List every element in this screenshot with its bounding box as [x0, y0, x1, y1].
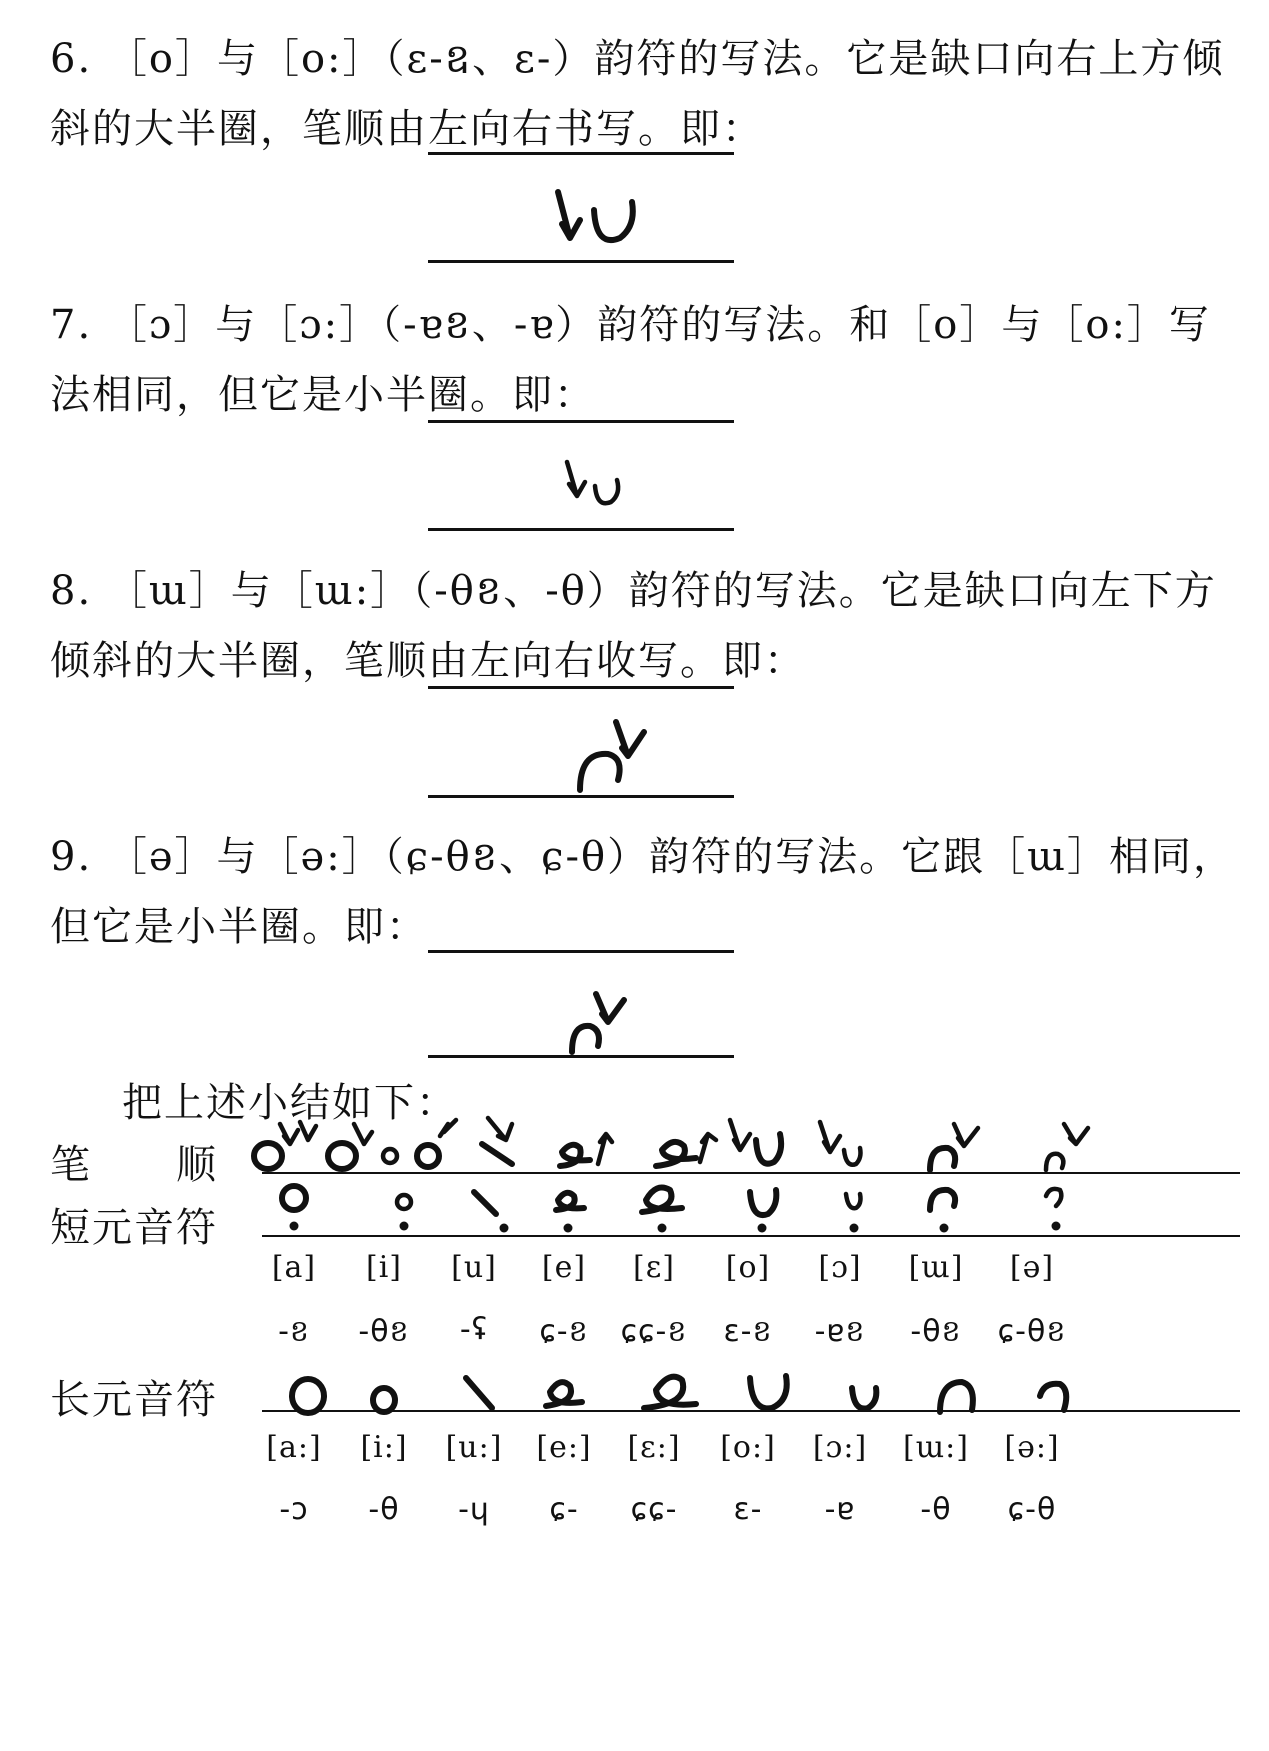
- long-vowel-symbol-row: [250, 1360, 1240, 1420]
- stroke-order-row: [250, 1100, 1240, 1180]
- long-ipa-i: [i:]: [360, 1430, 408, 1465]
- short-vowel-o: [750, 1190, 776, 1233]
- long-ipa-schwa: [ə:]: [1004, 1430, 1060, 1465]
- row-label-short-vowel: 短元音符: [50, 1205, 218, 1251]
- long-vowel-i: [373, 1388, 395, 1412]
- long-ipa-o: [o:]: [720, 1430, 776, 1465]
- long-script-o: ɛ-: [733, 1492, 763, 1527]
- short-script-unrounded-u: -θខ: [910, 1314, 962, 1349]
- long-ipa-unrounded-u: [ɯ:]: [903, 1430, 969, 1465]
- long-script-open-o: -ɐ: [824, 1492, 856, 1527]
- long-script-e: ɕ-: [549, 1492, 579, 1527]
- long-vowel-e: [546, 1382, 582, 1406]
- short-ipa-unrounded-u: [ɯ]: [908, 1250, 964, 1285]
- long-vowel-unrounded-u: [940, 1382, 973, 1412]
- short-ipa-e: [e]: [541, 1250, 587, 1285]
- long-vowel-u: [466, 1378, 492, 1408]
- short-script-o: ɛ-ខ: [723, 1314, 773, 1349]
- short-ipa-schwa: [ə]: [1009, 1250, 1055, 1285]
- stroke-order-e-close: [560, 1134, 612, 1166]
- long-script-schwa: ɕ-θ: [1007, 1492, 1057, 1527]
- paragraph-8: 8. ［ɯ］与［ɯ:］（-θខ、-θ）韵符的写法。它是缺口向左下方倾斜的大半圈，笔顺由左向右收写。即：: [50, 568, 1217, 684]
- example-glyph-o: [540, 180, 650, 260]
- long-vowel-epsilon: [644, 1377, 696, 1408]
- long-vowel-open-o: [852, 1388, 876, 1409]
- short-script-i: -θខ: [358, 1314, 410, 1349]
- long-ipa-a: [a:]: [266, 1430, 322, 1465]
- example-line-top: [428, 420, 734, 423]
- long-ipa-epsilon: [ɛ:]: [627, 1430, 681, 1465]
- short-ipa-open-o: [ɔ]: [818, 1250, 862, 1285]
- long-script-a: -ɔ: [279, 1492, 309, 1527]
- short-vowel-schwa: [1046, 1189, 1061, 1231]
- paragraph-7: 7. ［ɔ］与［ɔ:］（-ɐខ、-ɐ）韵符的写法。和［o］与［o:］写法相同，但它是小半圈。即：: [50, 302, 1211, 418]
- long-ipa-u: [u:]: [445, 1430, 503, 1465]
- short-script-epsilon: ɕɕ-ខ: [620, 1314, 688, 1349]
- short-script-open-o: -ɐខ: [814, 1314, 866, 1349]
- long-script-epsilon: ɕɕ-: [630, 1492, 678, 1527]
- long-script-unrounded-u: -θ: [920, 1492, 952, 1527]
- long-vowel-o: [750, 1376, 787, 1408]
- short-ipa-i: [i]: [365, 1250, 402, 1285]
- example-line-bottom: [428, 528, 734, 531]
- row-label-long-vowel: 长元音符: [50, 1377, 218, 1423]
- short-vowel-u: [474, 1192, 509, 1233]
- example-glyph-open-o: [555, 450, 635, 520]
- long-script-u: -ɥ: [458, 1492, 490, 1527]
- long-script-i: -θ: [368, 1492, 400, 1527]
- long-ipa-open-o: [ɔ:]: [812, 1430, 868, 1465]
- example-glyph-unrounded-u: [560, 712, 670, 802]
- short-script-a: -ខ: [278, 1314, 310, 1349]
- summary-intro: 把上述小结如下：: [122, 1080, 458, 1126]
- paragraph-6: 6. ［o］与［o:］（ɛ-ឧ、ɛ-）韵符的写法。它是缺口向右上方倾斜的大半圈，笔顺由左向右书写。即：: [50, 36, 1225, 152]
- example-line-top: [428, 152, 734, 155]
- stroke-order-u: [417, 1120, 456, 1167]
- example-line-top: [428, 686, 734, 689]
- short-vowel-epsilon: [642, 1188, 682, 1233]
- short-ipa-o: [o]: [725, 1250, 771, 1285]
- short-script-schwa: ɕ-θខ: [997, 1314, 1067, 1349]
- row-label-stroke-order: 笔 顺: [50, 1142, 218, 1188]
- long-vowel-a: [292, 1379, 324, 1413]
- stroke-order-open-o: [820, 1122, 861, 1165]
- stroke-order-schwa: [1046, 1124, 1088, 1170]
- example-line-bottom: [428, 1055, 734, 1058]
- paragraph-9: 9. ［ə］与［ə:］（ɕ-θខ、ɕ-θ）韵符的写法。它跟［ɯ］相同，但它是小半圈。即：: [50, 834, 1236, 950]
- example-line-bottom: [428, 795, 734, 798]
- short-ipa-epsilon: [ɛ]: [633, 1250, 675, 1285]
- example-line-bottom: [428, 260, 734, 263]
- short-ipa-a: [a]: [271, 1250, 317, 1285]
- short-vowel-a: [282, 1186, 306, 1231]
- stroke-order-unrounded-u: [930, 1124, 978, 1170]
- stroke-order-i: [328, 1124, 397, 1169]
- short-script-e: ɕ-ខ: [539, 1314, 589, 1349]
- short-ipa-u: [u]: [451, 1250, 497, 1285]
- stroke-order-o: [730, 1120, 781, 1164]
- example-line-top: [428, 950, 734, 953]
- short-script-u: -ʢ: [459, 1312, 489, 1347]
- stroke-order-epsilon: [656, 1134, 716, 1166]
- stroke-order-a: [254, 1122, 316, 1169]
- short-vowel-e: [556, 1193, 584, 1233]
- short-vowel-open-o: [846, 1194, 861, 1233]
- long-vowel-schwa: [1040, 1384, 1066, 1410]
- short-vowel-unrounded-u: [930, 1190, 955, 1233]
- stroke-order-e: [482, 1118, 512, 1164]
- example-glyph-schwa: [560, 980, 660, 1060]
- short-vowel-symbol-row: [250, 1170, 1240, 1236]
- long-ipa-e: [e:]: [536, 1430, 592, 1465]
- short-vowel-i: [397, 1195, 411, 1231]
